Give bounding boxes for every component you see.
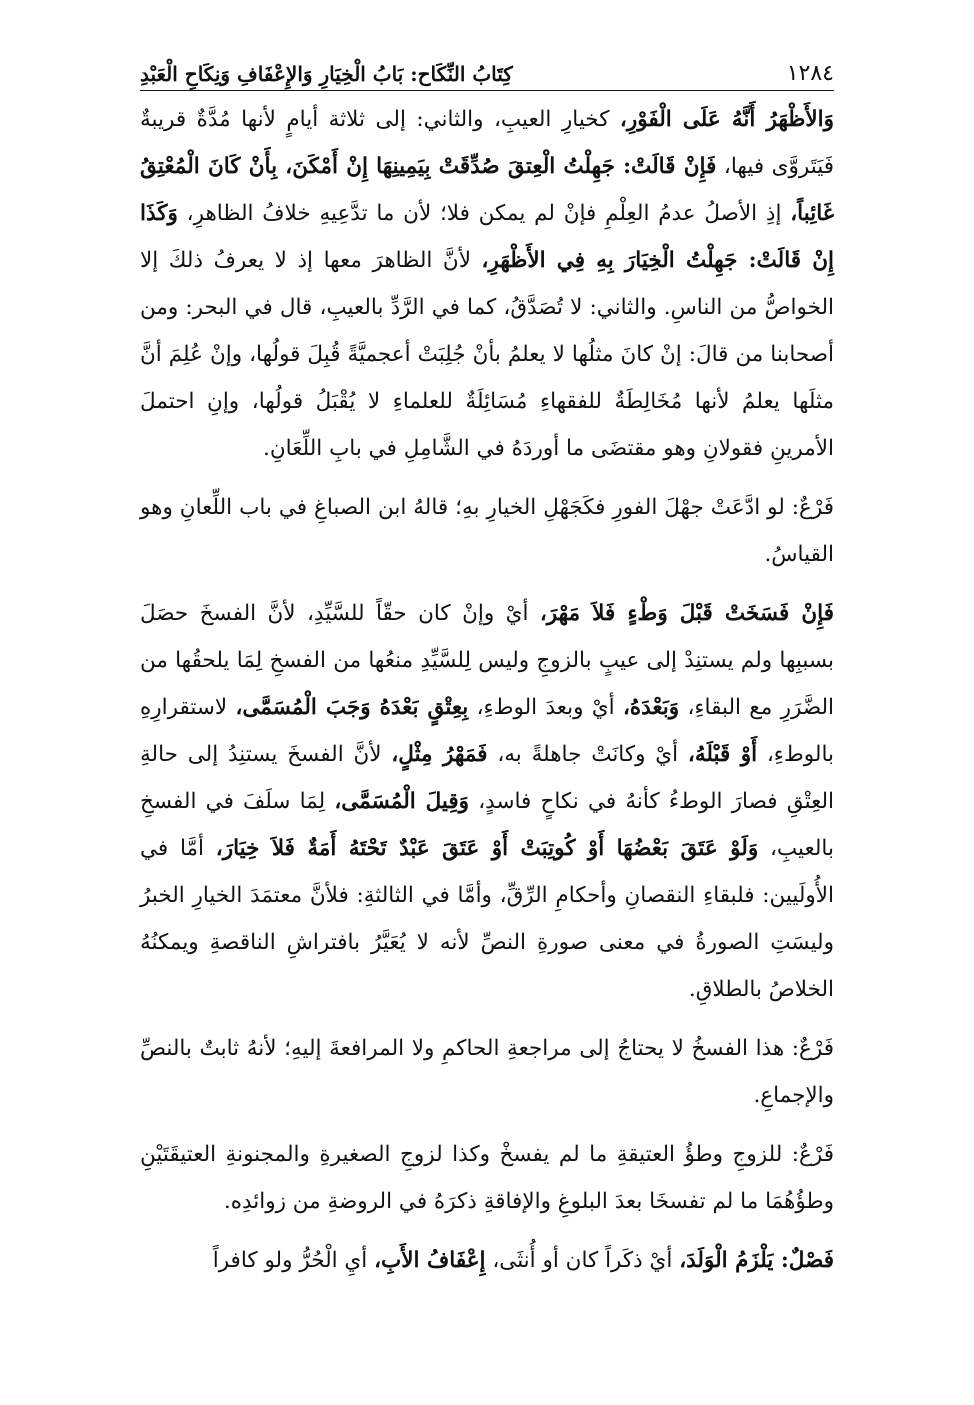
text-run: فَمَهْرُ مِثْلٍ، — [391, 742, 488, 767]
text-run: وَلَوْ عَتَقَ بَعْضُهَا أَوْ كُوتِبَتْ أَوْ عَتَقَ عَبْدٌ تَحْتَهُ أَمَةٌ فَلاَ خِيَارَ، — [215, 836, 759, 861]
paragraph — [140, 1025, 834, 1119]
text-run: أَوْ قَبْلَهُ، — [687, 742, 758, 767]
text-run: فَرْعٌ: لو ادَّعَتْ جهْلَ الفورِ فكَجَهْلِ الخيارِ بهِ؛ قالهُ ابن الصباغِ في باب اللِّعانِ وهو القياسُ. — [140, 495, 834, 567]
text-run: فَصْلٌ: يَلْزَمُ الْوَلَدَ، — [679, 1248, 834, 1273]
text-run: كخيارِ العيبِ، والثاني: إلى ثلاثة أيامٍ لأنها مُدَّةٌ قريبةٌ فَيَتَروَّى فيها، — [140, 107, 834, 179]
paragraph — [140, 1131, 834, 1225]
text-run: لِمَا سلَفَ في الفسخِ بالعيبِ، — [140, 789, 834, 861]
text-run: وَقِيلَ الْمُسَمَّى، — [334, 789, 470, 814]
text-run: لاستقرارِهِ بالوطءِ، — [140, 695, 834, 767]
text-run: أيْ وإنْ كان حقّاً للسَّيِّدِ، لأنَّ الفسخَ حصَلَ بسببِها ولم يستنِدْ إلى عيبٍ بالزوجِ وليس لِلسَّيِّدِ منعُها من الفسخِ لِمَا يلحقُها من الضَّرَرِ مع البقاءِ، — [140, 601, 834, 720]
text-run: فَإِنْ فَسَخَتْ قَبْلَ وَطْءٍ فَلاَ مَهْرَ، — [539, 601, 835, 626]
paragraph — [140, 1237, 834, 1284]
text-run: إِعْفَافُ الأَبِ، — [374, 1248, 486, 1273]
text-run: أيْ ذكَراً كان أو أُنثَى، — [485, 1248, 680, 1273]
text-run: وَكَذَا إِنْ قَالَتْ: جَهِلْتُ الْخِيَارَ بِهِ فِي الأَظْهَرِ، — [140, 201, 834, 273]
text-run: أمَّا في الأُولَيين: فلبقاءِ النقصانِ وأحكامِ الرِّقِّ، وأمَّا في الثالثةِ: فلأنَّ معتمَدَ الخيارِ الخبرُ وليسَتِ الصورةُ في معنى صورةِ النصِّ لأنه لا يُعَيَّرُ بافتراشِ الناقصةِ ويمكنُهُ الخلاصُ بالطلاقِ. — [140, 836, 834, 1002]
text-run: بِعِتْقٍ بَعْدَهُ وَجَبَ الْمُسَمَّى، — [235, 695, 469, 720]
text-run: لأنَّ الظاهرَ معها إذ لا يعرفُ ذلكَ إلا الخواصُّ من الناسِ. والثاني: لا تُصَدَّقُ، كما في الرَّدِّ بالعيبِ، قال في البحر: ومن أصحابنا من قالَ: إنْ كانَ مثلُها لا يعلمُ بأنْ جُلِبَتْ أعجميَّةً قُبِلَ قولُها، وإنْ عُلِمَ أنَّ مثلَها يعلمُ لأنها مُخَالِطَةٌ للفقهاءِ مُسَائِلَةٌ للعلماءِ لا يُقْبَلُ قولُها، وإنِ احتملَ الأمرينِ فقولانِ وهو مقتضَى ما أوردَهُ في الشَّامِلِ في بابِ اللِّعَانِ. — [140, 248, 834, 461]
page-number: ١٢٨٤ — [786, 61, 834, 86]
text-run: وَالأَظْهَرُ أَنَّهُ عَلَى الْفَوْرِ، — [619, 107, 834, 132]
text-run: وَبَعْدَهُ، — [622, 695, 680, 720]
text-run: فَرْعٌ: للزوجِ وطؤُ العتيقةِ ما لم يفسخْ وكذا لزوجِ الصغيرةِ والمجنونةِ العتيقَتَيْنِ وطؤُهُمَا ما لم تفسخَا بعدَ البلوغِ والإفاقةِ ذكرَهُ في الروضةِ من زوائدِه. — [140, 1142, 834, 1214]
main-text — [140, 96, 834, 1284]
text-run: أيِ الْحُرُّ ولو كافراً — [212, 1248, 375, 1273]
text-run: إذِ الأصلُ عدمُ العِلْمِ فإنْ لم يمكن فلا؛ لأن ما تدَّعِيهِ خلافُ الظاهرِ، — [177, 201, 791, 226]
text-run: فَإِنْ قَالَتْ: جَهِلْتُ الْعِتقَ صُدِّقَتْ بِيَمِينِهَا إِنْ أَمْكَنَ، بِأَنْ كَانَ الْمُعْتِقُ غَائِباً، — [140, 154, 834, 226]
running-header — [140, 48, 834, 91]
paragraph — [140, 96, 834, 472]
text-run: لأنَّ الفسخَ يستنِدُ إلى حالةِ العِتْقِ فصارَ الوطءُ كأنهُ في نكاحٍ فاسدٍ، — [140, 742, 835, 814]
text-run: فَرْعٌ: هذا الفسخُ لا يحتاجُ إلى مراجعةِ الحاكمِ ولا المرافعةَ إليهِ؛ لأنهُ ثابتٌ بالنصِّ والإجماعِ. — [140, 1036, 834, 1108]
text-run: أيْ وكانَتْ جاهلةً به، — [487, 742, 688, 767]
paragraph — [140, 484, 834, 578]
text-run: أيْ وبعدَ الوطءِ، — [468, 695, 623, 720]
paragraph — [140, 590, 834, 1013]
chapter-title: كِتَابُ النِّكَاح: بَابُ الْخِيَارِ وَالإِعْفَافِ وَنِكَاحِ الْعَبْدِ — [140, 62, 513, 86]
